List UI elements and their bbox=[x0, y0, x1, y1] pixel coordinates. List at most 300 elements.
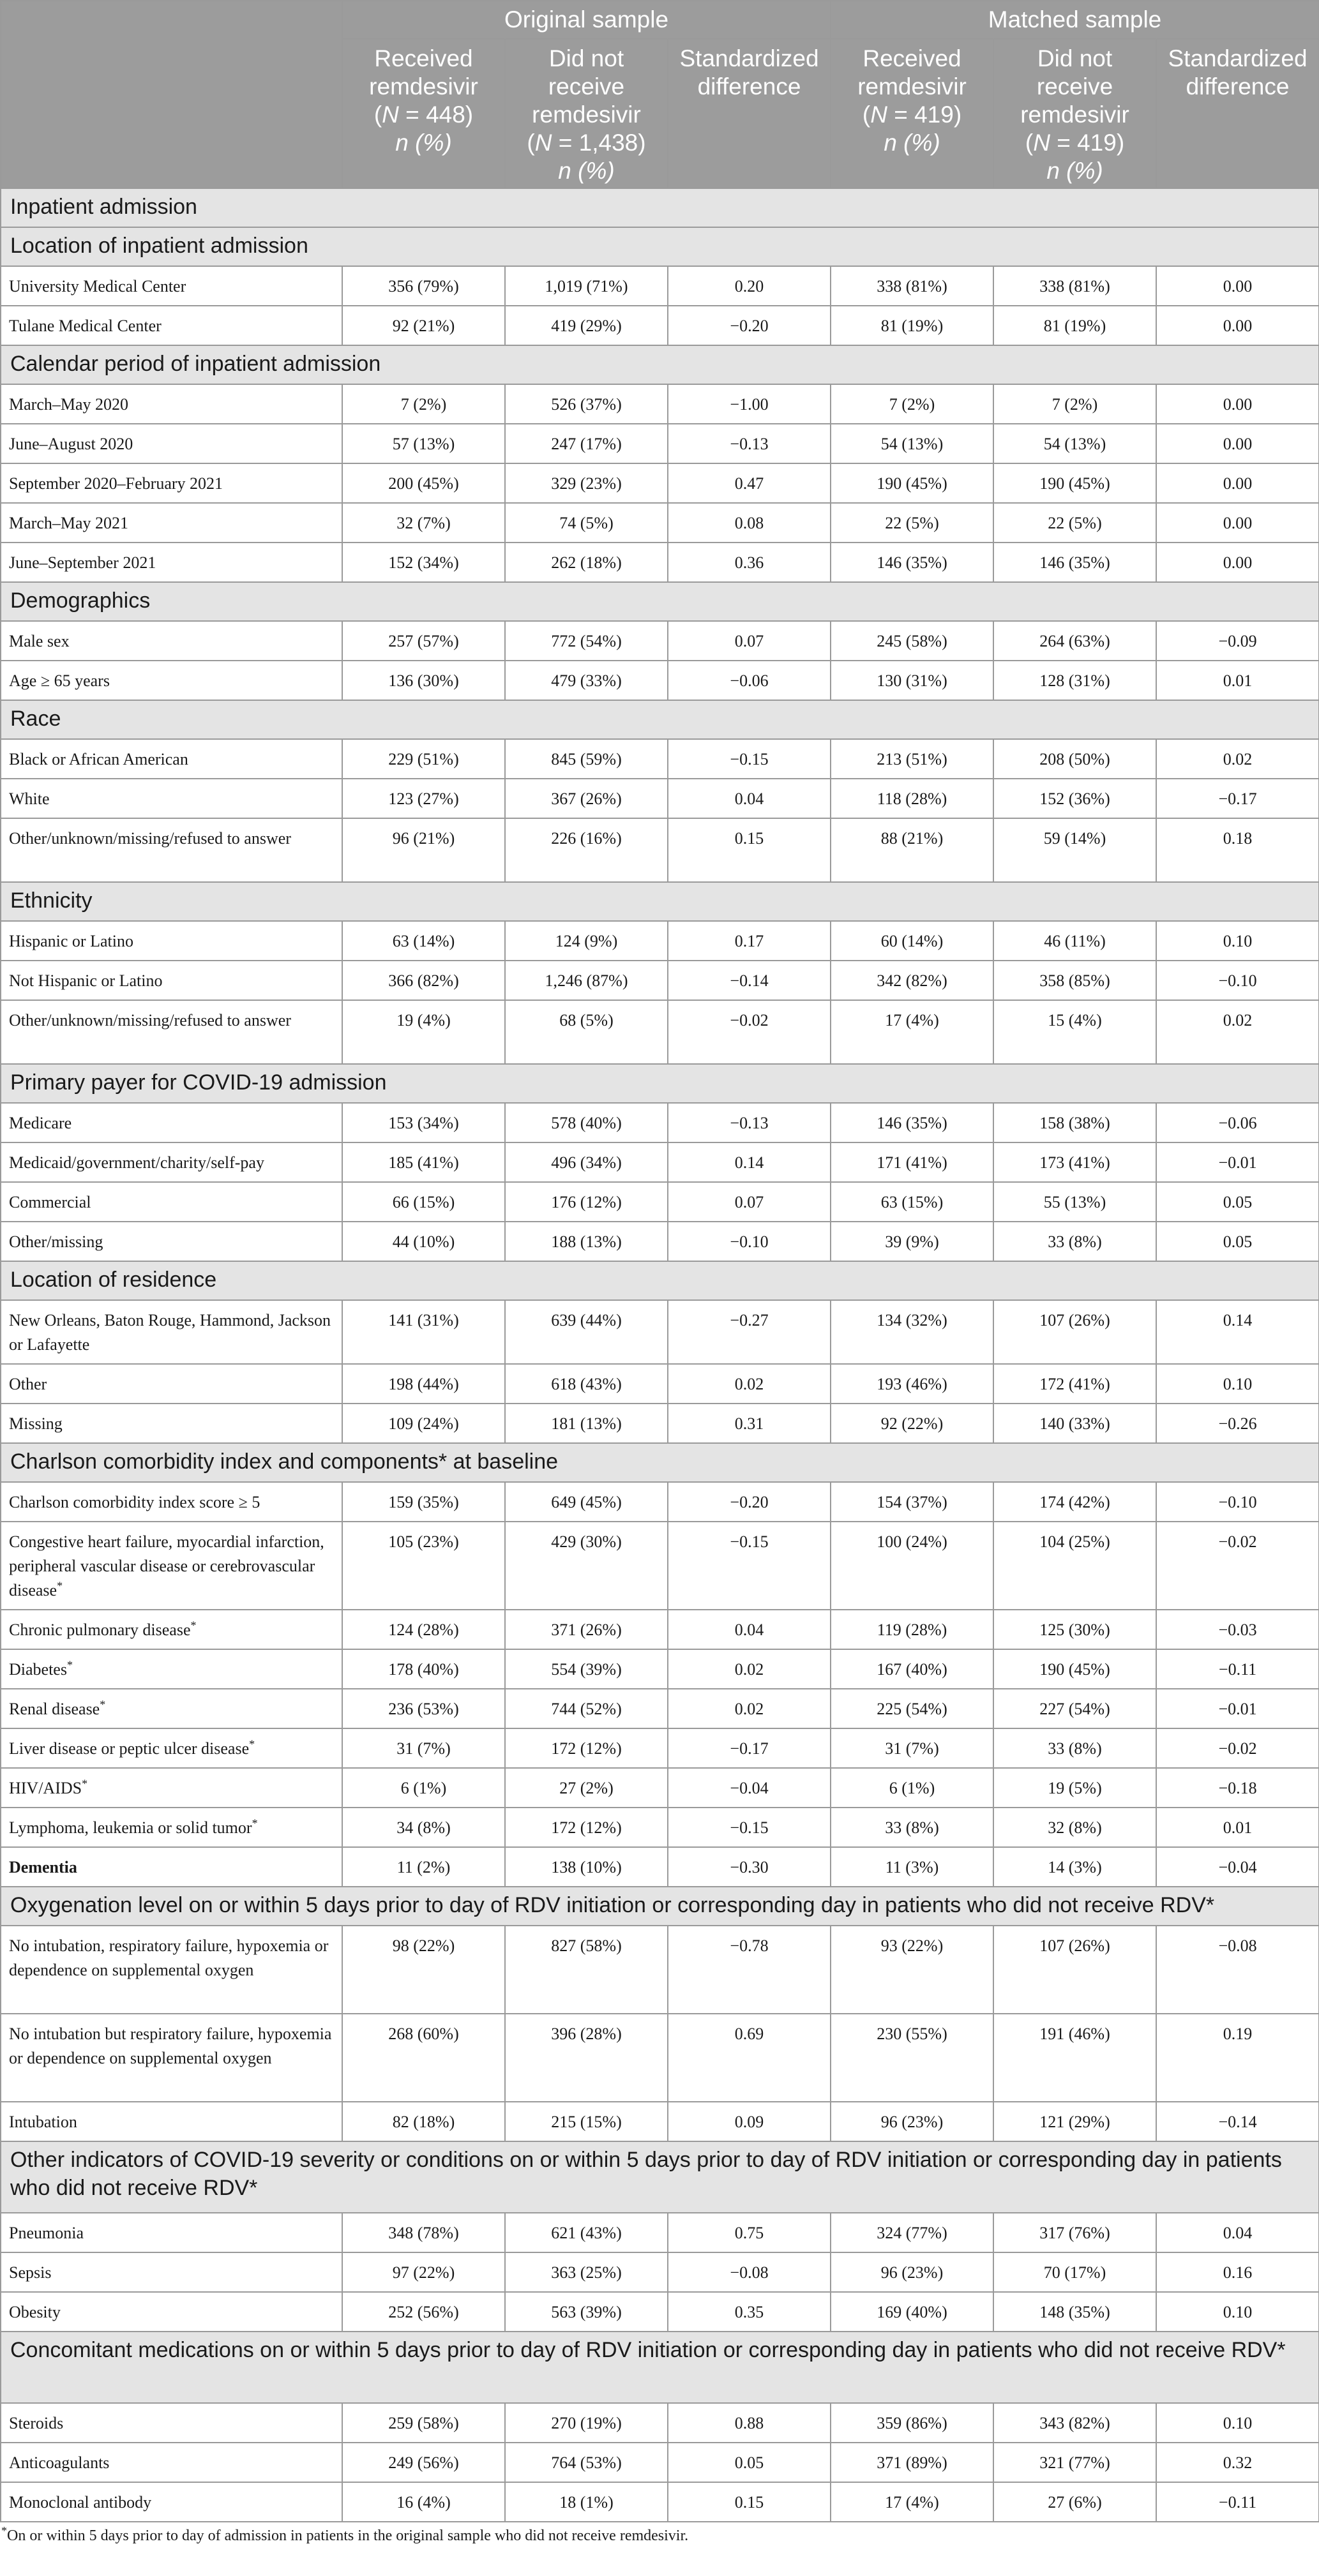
table-cell: −0.06 bbox=[668, 661, 831, 700]
column-header-unit: n (%) bbox=[884, 130, 940, 156]
table-cell: 185 (41%) bbox=[342, 1142, 505, 1182]
table-cell: 34 (8%) bbox=[342, 1808, 505, 1847]
table-cell: 268 (60%) bbox=[342, 2014, 505, 2102]
column-header-1 bbox=[505, 39, 668, 188]
table-cell: −0.17 bbox=[668, 1728, 831, 1768]
table-cell: 190 (45%) bbox=[831, 463, 993, 503]
n-symbol: N bbox=[870, 101, 887, 128]
row-label-text: Renal disease bbox=[9, 1700, 100, 1718]
table-cell: 172 (12%) bbox=[505, 1808, 668, 1847]
section-row bbox=[1, 188, 1319, 227]
table-cell: 134 (32%) bbox=[831, 1300, 993, 1364]
table-cell: −0.02 bbox=[1156, 1522, 1319, 1610]
table-cell: −0.09 bbox=[1156, 621, 1319, 661]
row-label bbox=[1, 2482, 342, 2522]
table-row bbox=[1, 306, 1319, 345]
table-cell: 496 (34%) bbox=[505, 1142, 668, 1182]
table-cell: 60 (14%) bbox=[831, 921, 993, 961]
row-label-text: June–September 2021 bbox=[9, 553, 156, 572]
table-cell: 181 (13%) bbox=[505, 1404, 668, 1443]
table-row bbox=[1, 921, 1319, 961]
table-cell: 138 (10%) bbox=[505, 1847, 668, 1887]
row-label-text: Chronic pulmonary disease bbox=[9, 1621, 191, 1639]
section-label: Location of inpatient admission bbox=[1, 227, 1319, 266]
table-cell: 321 (77%) bbox=[993, 2443, 1156, 2482]
table-cell: 54 (13%) bbox=[993, 424, 1156, 463]
table-cell: 32 (7%) bbox=[342, 503, 505, 543]
row-label bbox=[1, 503, 342, 543]
row-label-text: Monoclonal antibody bbox=[9, 2493, 152, 2512]
table-cell: −0.26 bbox=[1156, 1404, 1319, 1443]
table-cell: 563 (39%) bbox=[505, 2292, 668, 2332]
table-cell: 348 (78%) bbox=[342, 2213, 505, 2252]
table-cell: 827 (58%) bbox=[505, 1926, 668, 2014]
table-cell: 0.10 bbox=[1156, 2292, 1319, 2332]
table-cell: 82 (18%) bbox=[342, 2102, 505, 2141]
table-row bbox=[1, 1847, 1319, 1887]
table-cell: 0.32 bbox=[1156, 2443, 1319, 2482]
table-cell: 526 (37%) bbox=[505, 384, 668, 424]
row-label bbox=[1, 384, 342, 424]
group-header-original: Original sample bbox=[342, 1, 831, 39]
column-header-5 bbox=[1156, 39, 1319, 188]
row-label bbox=[1, 1364, 342, 1404]
row-label bbox=[1, 661, 342, 700]
table-row bbox=[1, 739, 1319, 779]
column-header-unit: n (%) bbox=[395, 130, 452, 156]
column-header-line: Received bbox=[863, 45, 961, 71]
row-label-text: Missing bbox=[9, 1414, 63, 1433]
table-cell: 32 (8%) bbox=[993, 1808, 1156, 1847]
column-header-unit: n (%) bbox=[558, 158, 615, 184]
table-cell: 359 (86%) bbox=[831, 2403, 993, 2443]
table-cell: 0.02 bbox=[668, 1689, 831, 1728]
row-label-text: Pneumonia bbox=[9, 2224, 84, 2242]
column-header-n-line bbox=[374, 101, 473, 128]
table-row bbox=[1, 2443, 1319, 2482]
table-row bbox=[1, 2292, 1319, 2332]
table-cell: −0.06 bbox=[1156, 1103, 1319, 1142]
table-cell: 57 (13%) bbox=[342, 424, 505, 463]
table-cell: 213 (51%) bbox=[831, 739, 993, 779]
table-cell: 0.20 bbox=[668, 266, 831, 306]
table-cell: 0.10 bbox=[1156, 2403, 1319, 2443]
row-label bbox=[1, 1768, 342, 1808]
table-cell: −0.78 bbox=[668, 1926, 831, 2014]
table-cell: 0.07 bbox=[668, 621, 831, 661]
row-label-text: Obesity bbox=[9, 2303, 61, 2321]
section-row bbox=[1, 2332, 1319, 2403]
table-cell: 0.04 bbox=[668, 1610, 831, 1649]
table-row bbox=[1, 2252, 1319, 2292]
table-cell: 27 (2%) bbox=[505, 1768, 668, 1808]
table-row bbox=[1, 1689, 1319, 1728]
table-cell: 66 (15%) bbox=[342, 1182, 505, 1222]
section-label: Calendar period of inpatient admission bbox=[1, 345, 1319, 384]
n-paren: ( bbox=[862, 101, 871, 128]
table-cell: 618 (43%) bbox=[505, 1364, 668, 1404]
table-cell: 119 (28%) bbox=[831, 1610, 993, 1649]
column-header-line: Did not bbox=[1037, 45, 1113, 71]
column-header-line: Standardized bbox=[679, 45, 819, 71]
row-label-text: HIV/AIDS bbox=[9, 1779, 82, 1797]
section-row bbox=[1, 582, 1319, 621]
table-cell: 0.18 bbox=[1156, 818, 1319, 882]
table-row bbox=[1, 1103, 1319, 1142]
section-label: Inpatient admission bbox=[1, 188, 1319, 227]
section-row bbox=[1, 227, 1319, 266]
row-label-text: March–May 2020 bbox=[9, 395, 129, 414]
column-header-line: receive bbox=[1036, 73, 1113, 100]
table-cell: 7 (2%) bbox=[342, 384, 505, 424]
column-header-3 bbox=[831, 39, 993, 188]
table-cell: 0.08 bbox=[668, 503, 831, 543]
row-label bbox=[1, 2252, 342, 2292]
table-cell: 229 (51%) bbox=[342, 739, 505, 779]
row-label bbox=[1, 2403, 342, 2443]
row-label-footnote-mark: * bbox=[252, 1816, 258, 1830]
row-label-text: University Medical Center bbox=[9, 277, 186, 296]
row-label-text: March–May 2021 bbox=[9, 514, 129, 532]
table-row bbox=[1, 1182, 1319, 1222]
table-cell: 324 (77%) bbox=[831, 2213, 993, 2252]
table-cell: −0.08 bbox=[1156, 1926, 1319, 2014]
table-cell: 33 (8%) bbox=[993, 1222, 1156, 1261]
column-header-line: difference bbox=[1186, 73, 1290, 100]
table-cell: 54 (13%) bbox=[831, 424, 993, 463]
table-cell: 27 (6%) bbox=[993, 2482, 1156, 2522]
row-label bbox=[1, 961, 342, 1000]
table-cell: 33 (8%) bbox=[831, 1808, 993, 1847]
section-label: Primary payer for COVID-19 admission bbox=[1, 1064, 1319, 1103]
table-cell: 190 (45%) bbox=[993, 1649, 1156, 1689]
column-header-n-line bbox=[1025, 130, 1124, 156]
row-label bbox=[1, 739, 342, 779]
table-cell: 343 (82%) bbox=[993, 2403, 1156, 2443]
row-label-footnote-mark: * bbox=[249, 1737, 255, 1751]
row-label-text: Intubation bbox=[9, 2113, 77, 2131]
table-header bbox=[1, 1, 1319, 188]
table-cell: 0.04 bbox=[1156, 2213, 1319, 2252]
table-cell: 31 (7%) bbox=[342, 1728, 505, 1768]
n-paren: ( bbox=[1025, 130, 1034, 156]
section-row bbox=[1, 882, 1319, 921]
table-cell: 236 (53%) bbox=[342, 1689, 505, 1728]
row-label-text: Other/unknown/missing/refused to answer bbox=[9, 829, 291, 848]
table-cell: 14 (3%) bbox=[993, 1847, 1156, 1887]
table-cell: 0.16 bbox=[1156, 2252, 1319, 2292]
row-label bbox=[1, 424, 342, 463]
table-cell: 366 (82%) bbox=[342, 961, 505, 1000]
row-label bbox=[1, 1926, 342, 2014]
row-label-text: Not Hispanic or Latino bbox=[9, 971, 163, 990]
table-cell: −1.00 bbox=[668, 384, 831, 424]
row-label-text: Medicare bbox=[9, 1114, 72, 1132]
table-cell: 121 (29%) bbox=[993, 2102, 1156, 2141]
table-cell: 264 (63%) bbox=[993, 621, 1156, 661]
table-cell: 100 (24%) bbox=[831, 1522, 993, 1610]
table-cell: 98 (22%) bbox=[342, 1926, 505, 2014]
row-label-text: Tulane Medical Center bbox=[9, 317, 162, 335]
table-cell: 0.10 bbox=[1156, 1364, 1319, 1404]
table-cell: 96 (21%) bbox=[342, 818, 505, 882]
table-row bbox=[1, 1000, 1319, 1064]
table-cell: −0.15 bbox=[668, 1522, 831, 1610]
table-row bbox=[1, 463, 1319, 503]
table-cell: 92 (22%) bbox=[831, 1404, 993, 1443]
table-cell: −0.03 bbox=[1156, 1610, 1319, 1649]
column-header-line: remdesivir bbox=[857, 73, 967, 100]
column-header-line: remdesivir bbox=[369, 73, 478, 100]
table-cell: 230 (55%) bbox=[831, 2014, 993, 2102]
table-cell: 7 (2%) bbox=[993, 384, 1156, 424]
table-cell: 176 (12%) bbox=[505, 1182, 668, 1222]
table-cell: 479 (33%) bbox=[505, 661, 668, 700]
table-cell: 371 (26%) bbox=[505, 1610, 668, 1649]
table-cell: −0.10 bbox=[1156, 961, 1319, 1000]
table-cell: 136 (30%) bbox=[342, 661, 505, 700]
row-label-text: Congestive heart failure, myocardial infarction, peripheral vascular disease or cerebrovascular disease bbox=[9, 1532, 324, 1599]
row-label-text: White bbox=[9, 790, 50, 808]
table-cell: 104 (25%) bbox=[993, 1522, 1156, 1610]
table-cell: 0.01 bbox=[1156, 1808, 1319, 1847]
column-header-line: difference bbox=[697, 73, 801, 100]
table-row bbox=[1, 2403, 1319, 2443]
row-label bbox=[1, 818, 342, 882]
table-cell: −0.11 bbox=[1156, 2482, 1319, 2522]
table-cell: 130 (31%) bbox=[831, 661, 993, 700]
table-cell: 0.35 bbox=[668, 2292, 831, 2332]
table-cell: 16 (4%) bbox=[342, 2482, 505, 2522]
table-cell: −0.20 bbox=[668, 1482, 831, 1522]
table-cell: 0.14 bbox=[1156, 1300, 1319, 1364]
row-label-text: Charlson comorbidity index score ≥ 5 bbox=[9, 1493, 260, 1511]
section-row bbox=[1, 2141, 1319, 2213]
table-cell: 356 (79%) bbox=[342, 266, 505, 306]
row-label bbox=[1, 621, 342, 661]
table-cell: 171 (41%) bbox=[831, 1142, 993, 1182]
table-cell: 262 (18%) bbox=[505, 543, 668, 582]
table-cell: 0.36 bbox=[668, 543, 831, 582]
table-cell: 17 (4%) bbox=[831, 1000, 993, 1064]
table-cell: 146 (35%) bbox=[831, 1103, 993, 1142]
n-paren: ( bbox=[373, 101, 382, 128]
table-cell: −0.10 bbox=[668, 1222, 831, 1261]
group-header-matched: Matched sample bbox=[831, 1, 1319, 39]
row-label-footnote-mark: * bbox=[57, 1579, 63, 1592]
table-cell: 19 (5%) bbox=[993, 1768, 1156, 1808]
table-cell: 0.02 bbox=[668, 1364, 831, 1404]
row-label-text: Steroids bbox=[9, 2414, 64, 2432]
table-row bbox=[1, 2213, 1319, 2252]
section-label: Demographics bbox=[1, 582, 1319, 621]
row-label-text: New Orleans, Baton Rouge, Hammond, Jackson or Lafayette bbox=[9, 1311, 331, 1354]
row-label bbox=[1, 1847, 342, 1887]
table-cell: 338 (81%) bbox=[831, 266, 993, 306]
row-label-text: Dementia bbox=[9, 1858, 77, 1876]
table-cell: 15 (4%) bbox=[993, 1000, 1156, 1064]
table-cell: 152 (36%) bbox=[993, 779, 1156, 818]
table-row bbox=[1, 1482, 1319, 1522]
table-cell: 123 (27%) bbox=[342, 779, 505, 818]
table-cell: 0.47 bbox=[668, 463, 831, 503]
column-header-n-line bbox=[863, 101, 961, 128]
table-cell: 39 (9%) bbox=[831, 1222, 993, 1261]
table-cell: 0.19 bbox=[1156, 2014, 1319, 2102]
table-row bbox=[1, 1142, 1319, 1182]
table-cell: 188 (13%) bbox=[505, 1222, 668, 1261]
table-cell: 178 (40%) bbox=[342, 1649, 505, 1689]
table-row bbox=[1, 543, 1319, 582]
table-cell: 70 (17%) bbox=[993, 2252, 1156, 2292]
table-cell: 0.00 bbox=[1156, 384, 1319, 424]
row-label bbox=[1, 2014, 342, 2102]
section-row bbox=[1, 1887, 1319, 1926]
table-row bbox=[1, 1522, 1319, 1610]
row-label-text: Other/missing bbox=[9, 1232, 103, 1251]
table-row bbox=[1, 2014, 1319, 2102]
table-cell: 371 (89%) bbox=[831, 2443, 993, 2482]
table-cell: 198 (44%) bbox=[342, 1364, 505, 1404]
row-label bbox=[1, 1222, 342, 1261]
table-cell: −0.17 bbox=[1156, 779, 1319, 818]
row-label bbox=[1, 1300, 342, 1364]
table-row bbox=[1, 2102, 1319, 2141]
row-label bbox=[1, 1522, 342, 1610]
row-label bbox=[1, 1689, 342, 1728]
table-cell: 59 (14%) bbox=[993, 818, 1156, 882]
table-cell: 772 (54%) bbox=[505, 621, 668, 661]
table-cell: 7 (2%) bbox=[831, 384, 993, 424]
table-cell: −0.04 bbox=[668, 1768, 831, 1808]
table-cell: 0.01 bbox=[1156, 661, 1319, 700]
row-label bbox=[1, 1728, 342, 1768]
column-header-line: Did not bbox=[548, 45, 624, 71]
table-cell: 6 (1%) bbox=[831, 1768, 993, 1808]
column-header-line: receive bbox=[548, 73, 625, 100]
row-label-footnote-mark: * bbox=[66, 1658, 73, 1672]
table-cell: −0.14 bbox=[1156, 2102, 1319, 2141]
section-label: Other indicators of COVID-19 severity or conditions on or within 5 days prior to day of RDV initiation or corresponding day in patients who did not receive RDV* bbox=[1, 2141, 1319, 2213]
row-label-text: Black or African American bbox=[9, 750, 188, 768]
section-label: Concomitant medications on or within 5 days prior to day of RDV initiation or corresponding day in patients who did not receive RDV* bbox=[1, 2332, 1319, 2403]
table-cell: 0.69 bbox=[668, 2014, 831, 2102]
table-footnote bbox=[0, 2522, 1319, 2545]
table-cell: 109 (24%) bbox=[342, 1404, 505, 1443]
table-row bbox=[1, 1300, 1319, 1364]
table-cell: 63 (15%) bbox=[831, 1182, 993, 1222]
table-cell: 0.00 bbox=[1156, 266, 1319, 306]
table-cell: 0.09 bbox=[668, 2102, 831, 2141]
table-row bbox=[1, 621, 1319, 661]
column-header-line: remdesivir bbox=[532, 101, 641, 128]
table-cell: 215 (15%) bbox=[505, 2102, 668, 2141]
table-cell: 764 (53%) bbox=[505, 2443, 668, 2482]
row-label bbox=[1, 1182, 342, 1222]
table-cell: 96 (23%) bbox=[831, 2102, 993, 2141]
table-cell: 18 (1%) bbox=[505, 2482, 668, 2522]
table-row bbox=[1, 961, 1319, 1000]
table-cell: 63 (14%) bbox=[342, 921, 505, 961]
table-cell: 153 (34%) bbox=[342, 1103, 505, 1142]
table-cell: 245 (58%) bbox=[831, 621, 993, 661]
row-label-footnote-mark: * bbox=[100, 1698, 106, 1711]
table-cell: 172 (41%) bbox=[993, 1364, 1156, 1404]
table-cell: 0.15 bbox=[668, 2482, 831, 2522]
row-label-text: Diabetes bbox=[9, 1660, 67, 1679]
table-cell: −0.01 bbox=[1156, 1142, 1319, 1182]
table-row bbox=[1, 384, 1319, 424]
row-label-text: Other/unknown/missing/refused to answer bbox=[9, 1011, 291, 1030]
row-label-footnote-mark: * bbox=[190, 1619, 197, 1632]
section-label: Charlson comorbidity index and components* at baseline bbox=[1, 1443, 1319, 1482]
table-cell: −0.20 bbox=[668, 306, 831, 345]
table-cell: −0.11 bbox=[1156, 1649, 1319, 1689]
row-label bbox=[1, 1482, 342, 1522]
table-cell: −0.30 bbox=[668, 1847, 831, 1887]
column-header-line: remdesivir bbox=[1020, 101, 1129, 128]
table-cell: 159 (35%) bbox=[342, 1482, 505, 1522]
row-label bbox=[1, 306, 342, 345]
footnote-mark: * bbox=[1, 2524, 7, 2537]
row-label-text: Male sex bbox=[9, 632, 70, 650]
row-label-text: Liver disease or peptic ulcer disease bbox=[9, 1739, 250, 1758]
row-label bbox=[1, 1649, 342, 1689]
table-cell: 419 (29%) bbox=[505, 306, 668, 345]
table-cell: 128 (31%) bbox=[993, 661, 1156, 700]
row-label bbox=[1, 2102, 342, 2141]
table-body bbox=[1, 188, 1319, 2522]
table-cell: 88 (21%) bbox=[831, 818, 993, 882]
n-symbol: N bbox=[1033, 130, 1050, 156]
table-row bbox=[1, 818, 1319, 882]
table-row bbox=[1, 661, 1319, 700]
section-label: Oxygenation level on or within 5 days prior to day of RDV initiation or corresponding day in patients who did not receive RDV* bbox=[1, 1887, 1319, 1926]
table-cell: 118 (28%) bbox=[831, 779, 993, 818]
n-value: = 448) bbox=[398, 101, 474, 128]
table-cell: 169 (40%) bbox=[831, 2292, 993, 2332]
row-label bbox=[1, 1610, 342, 1649]
table-cell: 0.02 bbox=[1156, 1000, 1319, 1064]
table-cell: 0.05 bbox=[1156, 1222, 1319, 1261]
table-cell: −0.15 bbox=[668, 739, 831, 779]
table-cell: 226 (16%) bbox=[505, 818, 668, 882]
table-cell: 338 (81%) bbox=[993, 266, 1156, 306]
table-row bbox=[1, 1649, 1319, 1689]
table-cell: 342 (82%) bbox=[831, 961, 993, 1000]
table-row bbox=[1, 1808, 1319, 1847]
column-header-4 bbox=[993, 39, 1156, 188]
row-label-text: Commercial bbox=[9, 1193, 91, 1211]
table-cell: 0.05 bbox=[1156, 1182, 1319, 1222]
table-cell: 152 (34%) bbox=[342, 543, 505, 582]
table-cell: 93 (22%) bbox=[831, 1926, 993, 2014]
table-cell: 0.14 bbox=[668, 1142, 831, 1182]
table-cell: −0.27 bbox=[668, 1300, 831, 1364]
section-label: Race bbox=[1, 700, 1319, 739]
section-label: Location of residence bbox=[1, 1261, 1319, 1300]
table-cell: 19 (4%) bbox=[342, 1000, 505, 1064]
table-cell: 358 (85%) bbox=[993, 961, 1156, 1000]
column-header-line: Received bbox=[374, 45, 473, 71]
row-label-text: No intubation, respiratory failure, hypoxemia or dependence on supplemental oxygen bbox=[9, 1936, 329, 1979]
row-label-text: Anticoagulants bbox=[9, 2453, 110, 2472]
table-cell: 174 (42%) bbox=[993, 1482, 1156, 1522]
table-cell: 744 (52%) bbox=[505, 1689, 668, 1728]
table-cell: 0.88 bbox=[668, 2403, 831, 2443]
footnote-text: On or within 5 days prior to day of admission in patients in the original sample who did not receive remdesivir. bbox=[7, 2527, 689, 2544]
row-label bbox=[1, 779, 342, 818]
